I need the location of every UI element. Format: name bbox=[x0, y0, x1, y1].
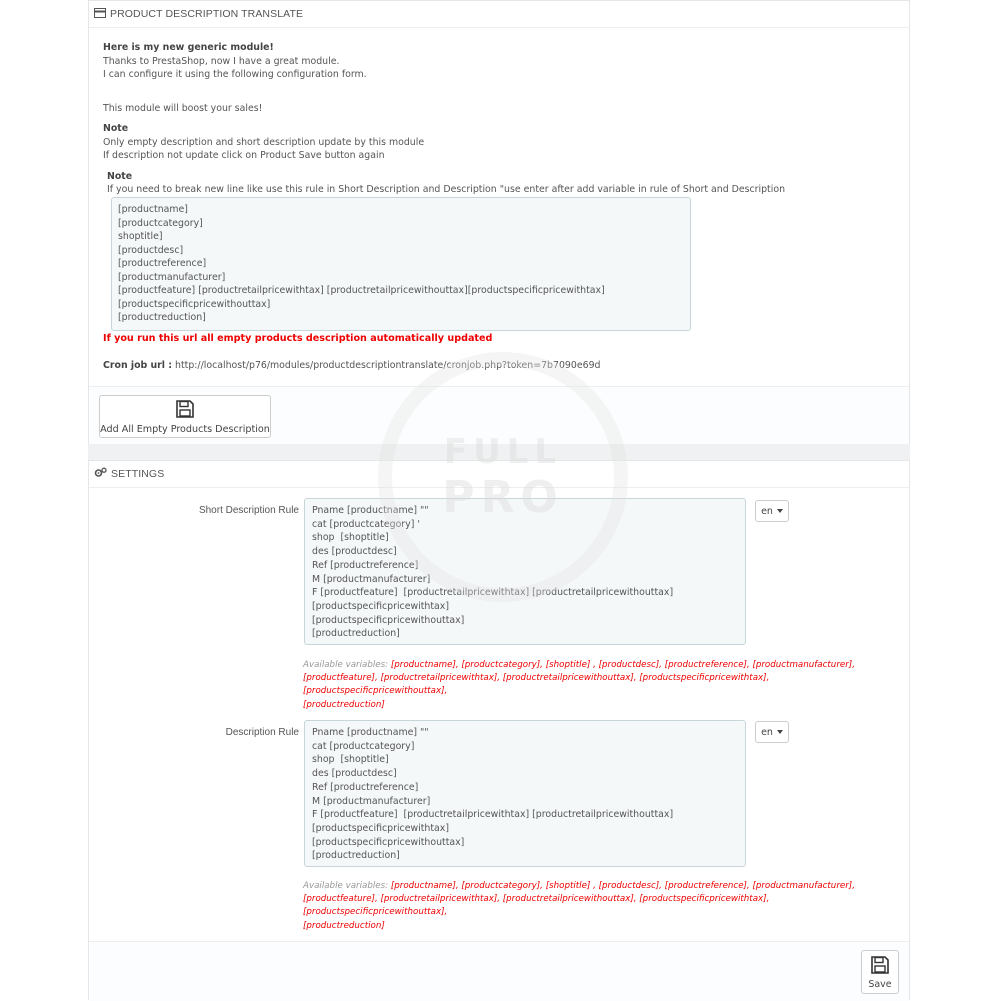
watermark-line-2: PRO bbox=[442, 471, 564, 523]
help-variables-line-1: [productname], [productcategory], [shoptitle] , [productdesc], [productreference], [productmanufacturer], bbox=[390, 660, 855, 670]
save-icon bbox=[870, 955, 890, 978]
save-button-label: Save bbox=[868, 978, 892, 990]
help-variables-line-2: [productfeature], [productretailpricewithtax], [productretailpricewithouttax], [productspecificpricewithtax], [productspecificpricewithouttax], bbox=[303, 673, 770, 697]
help-variables-line-3: [productreduction] bbox=[303, 699, 385, 710]
help-prefix: Available variables: bbox=[303, 660, 389, 670]
save-icon bbox=[175, 399, 195, 422]
settings-panel bbox=[88, 460, 910, 1000]
note-2-text: If you need to break new line like use this rule in Short Description and Description "use enter after add variable in rule of Short and Description bbox=[107, 184, 786, 195]
short-rule-help-text bbox=[303, 659, 903, 712]
panel-separator bbox=[88, 444, 910, 460]
caret-down-icon bbox=[777, 509, 783, 513]
variable-line: [productname] bbox=[118, 204, 188, 215]
language-code: en bbox=[761, 726, 773, 738]
credit-card-icon bbox=[94, 8, 106, 21]
boost-text: This module will boost your sales! bbox=[103, 102, 263, 114]
short-description-rule-label: Short Description Rule bbox=[198, 505, 299, 516]
intro-line-2: I can configure it using the following configuration form. bbox=[103, 69, 367, 80]
help-variables-line-2: [productfeature], [productretailpricewithtax], [productretailpricewithouttax], [productspecificpricewithtax], [productspecificpricewithouttax], bbox=[303, 894, 770, 918]
description-rule-help-text bbox=[303, 880, 903, 933]
cron-url: http://localhost/p76/modules/productdescriptiontranslate/cronjob.php?token=7b7090e69d bbox=[175, 360, 601, 371]
help-variables-line-3: [productreduction] bbox=[303, 920, 385, 931]
note-1-line-1: Only empty description and short description update by this module bbox=[103, 136, 425, 148]
watermark-line-1: FULL bbox=[443, 431, 563, 472]
description-rule-label: Description Rule bbox=[225, 727, 299, 738]
module-panel-title: PRODUCT DESCRIPTION TRANSLATE bbox=[110, 8, 304, 20]
cron-warning: If you run this url all empty products description automatically updated bbox=[103, 333, 493, 344]
help-variables-line-1: [productname], [productcategory], [shoptitle] , [productdesc], [productreference], [productmanufacturer], bbox=[390, 881, 855, 891]
cron-label: Cron job url : bbox=[103, 360, 173, 371]
caret-down-icon bbox=[777, 730, 783, 734]
description-rule-textarea[interactable]: Pname [productname] "" cat [productcategory] shop [shoptitle] des [productdesc] Ref [productreference] M [productmanufacturer] F [productfeature] [productretailpricewithtax] [productretailpricewithouttax] [productspecificpricewithtax] [productspecificpricewithouttax] [productreduction] bbox=[304, 720, 746, 867]
save-button[interactable] bbox=[861, 950, 899, 994]
module-panel-footer bbox=[89, 386, 909, 446]
variable-line: [productspecificpricewithouttax] bbox=[118, 298, 271, 310]
note-1-label: Note bbox=[103, 123, 129, 134]
variable-line: [productdesc] bbox=[118, 244, 184, 256]
note-1-line-2: If description not update click on Product Save button again bbox=[103, 150, 385, 161]
add-all-button-label: Add All Empty Products Description bbox=[100, 423, 270, 435]
variable-line: shoptitle] bbox=[118, 231, 163, 242]
module-description bbox=[103, 41, 893, 197]
variable-line: [productreference] bbox=[118, 258, 207, 269]
short-rule-language-dropdown[interactable] bbox=[755, 500, 789, 522]
intro-heading: Here is my new generic module! bbox=[103, 42, 274, 53]
settings-panel-title: SETTINGS bbox=[111, 468, 165, 480]
variable-line: [productmanufacturer] bbox=[118, 271, 226, 283]
cogs-icon bbox=[94, 467, 107, 481]
settings-panel-heading bbox=[89, 460, 909, 488]
variable-line: [productreduction] bbox=[118, 312, 206, 323]
description-rule-language-dropdown[interactable] bbox=[755, 721, 789, 743]
variables-box bbox=[111, 197, 691, 331]
intro-line-1: Thanks to PrestaShop, now I have a great module. bbox=[103, 55, 340, 67]
short-description-rule-textarea[interactable]: Pname [productname] "" cat [productcategory] ' shop [shoptitle] des [productdesc] Ref [productreference] M [productmanufacturer] F [productfeature] [productretailpricewithtax] [productretailpricewithouttax] [productspecificpricewithtax] [productspecificpricewithouttax] [productreduction] bbox=[304, 498, 746, 645]
variable-line: [productcategory] bbox=[118, 217, 203, 229]
variable-line: [productfeature] [productretailpricewithtax] [productretailpricewithouttax][productspecificpricewithtax] bbox=[118, 285, 605, 296]
language-code: en bbox=[761, 505, 773, 517]
module-info-panel bbox=[88, 0, 910, 444]
settings-panel-footer bbox=[89, 941, 909, 1001]
note-2-label: Note bbox=[107, 170, 133, 182]
module-panel-heading bbox=[89, 1, 909, 28]
cron-job-row bbox=[103, 360, 601, 371]
help-prefix: Available variables: bbox=[303, 881, 389, 891]
add-all-empty-descriptions-button[interactable] bbox=[99, 395, 271, 438]
